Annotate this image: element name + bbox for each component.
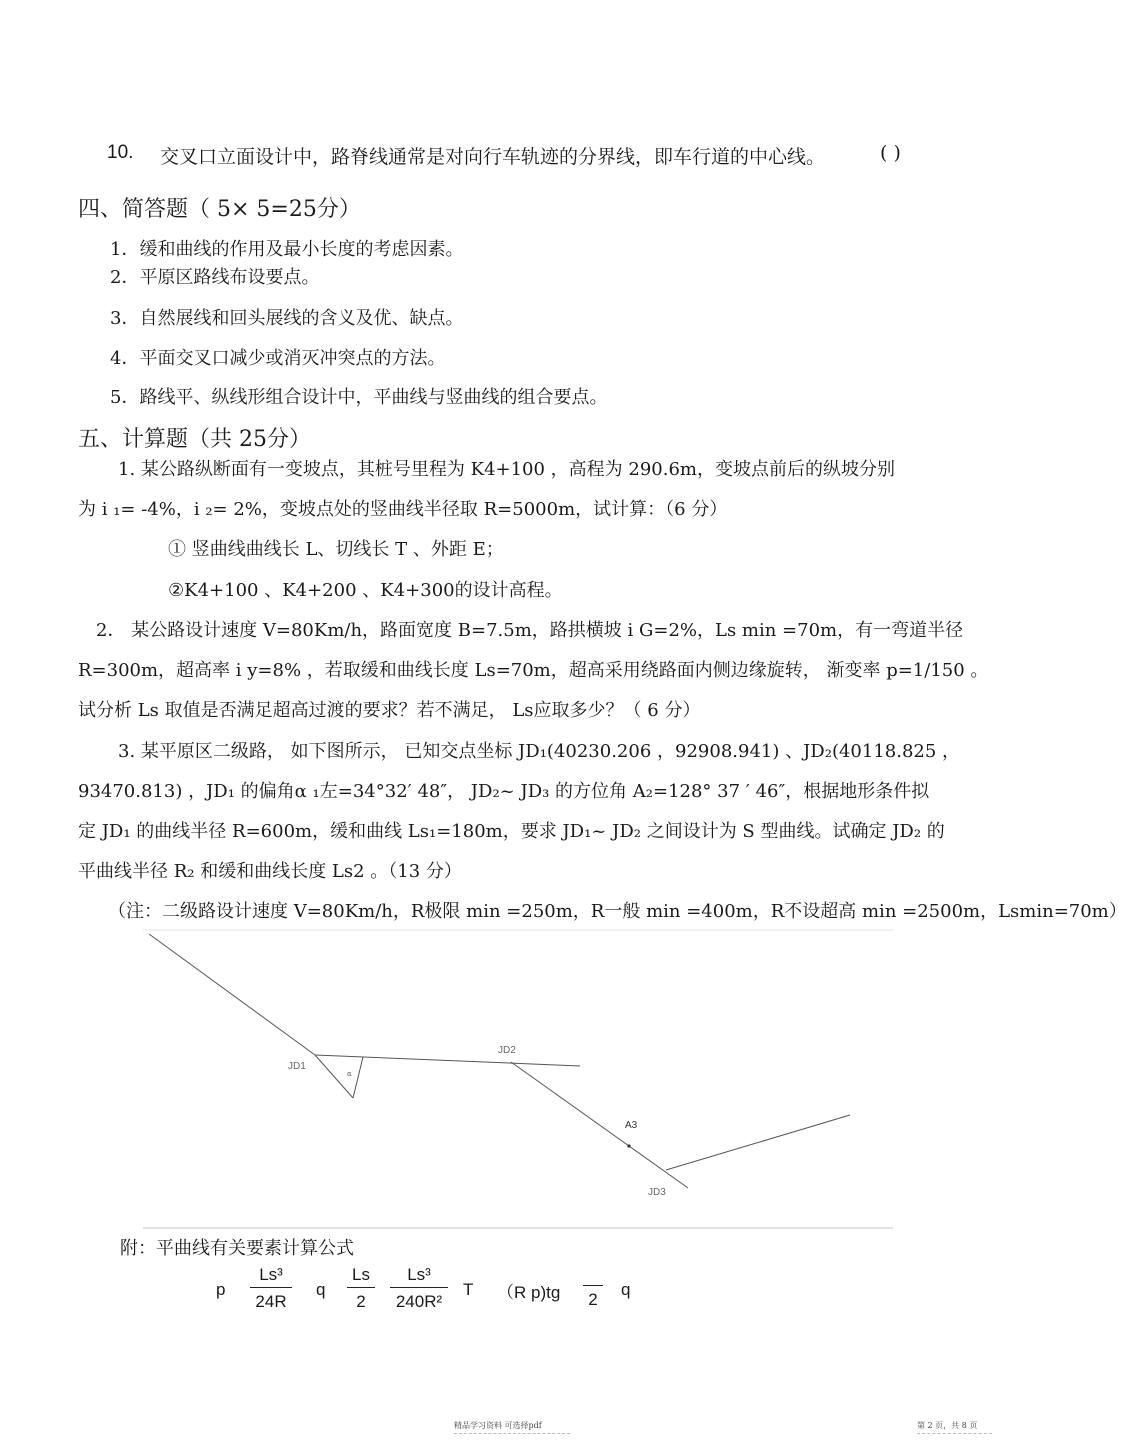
question-number: 10. xyxy=(107,142,134,163)
formula-p: p xyxy=(216,1280,226,1299)
problem1-line2: 为 i ₁= -4%，i ₂= 2%，变坡点处的竖曲线半径取 R=5000m，试计算：（6 分） xyxy=(78,499,728,520)
fraction-half xyxy=(583,1271,603,1310)
fraction-q1 xyxy=(347,1265,375,1312)
question-text: 交叉口立面设计中，路脊线通常是对向行车轨迹的分界线，即车行道的中心线。 xyxy=(160,146,826,168)
route-segment-2 xyxy=(315,1055,580,1066)
problem2-line3: 试分析 Ls 取值是否满足超高过渡的要求？若不满足， Ls应取多少？（ 6 分） xyxy=(78,700,701,721)
section-title-4: 四、简答题（ 5× 5=25分） xyxy=(78,197,361,222)
list-item: 2．平原区路线布设要点。 xyxy=(110,267,320,288)
problem2-line1: 2． 某公路设计速度 V=80Km/h，路面宽度 B=7.5m，路拱横坡 i G=2%，Ls min =70m，有一弯道半径 xyxy=(96,620,964,641)
route-segment-3 xyxy=(511,1062,688,1188)
formula-q2: q xyxy=(621,1280,631,1299)
route-diagram xyxy=(143,930,893,1230)
jd3-label: JD3 xyxy=(648,1187,666,1198)
fraction-denominator: 240R² xyxy=(395,1292,443,1311)
list-item: 1．缓和曲线的作用及最小长度的考虑因素。 xyxy=(110,239,464,260)
list-item: 3．自然展线和回头展线的含义及优、缺点。 xyxy=(110,308,464,329)
problem3-note: （注：二级路设计速度 V=80Km/h，R极限 min =250m，R一般 min =400m，R不设超高 min =2500m，Lsmin=70m） xyxy=(108,901,1127,922)
page-number: 第 2 页，共 8 页 xyxy=(917,1421,978,1430)
fraction-denominator: 2 xyxy=(356,1292,366,1311)
fraction-denominator: 2 xyxy=(588,1290,598,1309)
problem3-line3: 定 JD₁ 的曲线半径 R=600m，缓和曲线 Ls₁=180m，要求 JD₁~ JD₂ 之间设计为 S 型曲线。试确定 JD₂ 的 xyxy=(78,821,945,842)
problem1-line3: ① 竖曲线曲线长 L、切线长 T 、外距 E； xyxy=(168,539,504,560)
fraction-numerator: Ls xyxy=(347,1265,375,1288)
azimuth-point xyxy=(627,1144,630,1147)
formula-rest: （R p)tg xyxy=(497,1283,561,1302)
footer-divider xyxy=(917,1433,992,1434)
problem3-line1: 3. 某平原区二级路， 如下图所示， 已知交点坐标 JD₁(40230.206 ，92908.941) 、JD₂(40118.825 ， xyxy=(118,741,961,762)
deflection-line xyxy=(353,1057,363,1098)
jd1-label: JD1 xyxy=(288,1061,306,1072)
list-item: 5．路线平、纵线形组合设计中，平曲线与竖曲线的组合要点。 xyxy=(110,387,608,408)
problem3-line2: 93470.813) ，JD₁ 的偏角α ₁左=34°32′ 48″， JD₂~ JD₃ 的方位角 A₂=128° 37 ′ 46″，根据地形条件拟 xyxy=(78,781,930,802)
footer-divider xyxy=(454,1433,570,1434)
footer-center: 精品学习资料 可选择pdf xyxy=(454,1421,542,1430)
fraction-p xyxy=(250,1265,292,1312)
problem1-line1: 1. 某公路纵断面有一变坡点，其桩号里程为 K4+100 ，高程为 290.6m，变坡点前后的纵坡分别 xyxy=(118,459,895,480)
jd2-label: JD2 xyxy=(498,1045,516,1056)
fraction-denominator: 24R xyxy=(255,1292,287,1311)
route-segment-1 xyxy=(149,934,315,1055)
fraction-q2 xyxy=(390,1265,448,1312)
problem2-line2: R=300m，超高率 i y=8% ，若取缓和曲线长度 Ls=70m，超高采用绕路面内侧边缘旋转， 渐变率 p=1/150 。 xyxy=(78,660,989,681)
formula-caption: 附：平曲线有关要素计算公式 xyxy=(120,1238,354,1259)
route-segment-4 xyxy=(666,1115,850,1170)
formula-q: q xyxy=(316,1280,326,1299)
a3-label: A3 xyxy=(625,1120,638,1131)
list-item: 4．平面交叉口减少或消灭冲突点的方法。 xyxy=(110,348,446,369)
fraction-numerator: Ls³ xyxy=(390,1265,448,1288)
formula-T: T xyxy=(463,1280,474,1299)
problem3-line4: 平曲线半径 R₂ 和缓和曲线长度 Ls2 。（13 分） xyxy=(78,861,462,882)
fraction-numerator xyxy=(583,1271,603,1286)
problem1-line4: ②K4+100 、K4+200 、K4+300的设计高程。 xyxy=(168,580,563,601)
section-title-5: 五、计算题（共 25分） xyxy=(78,427,311,452)
answer-paren: ( ) xyxy=(880,142,901,164)
fraction-numerator: Ls³ xyxy=(250,1265,292,1288)
alpha-label: α xyxy=(347,1070,352,1078)
